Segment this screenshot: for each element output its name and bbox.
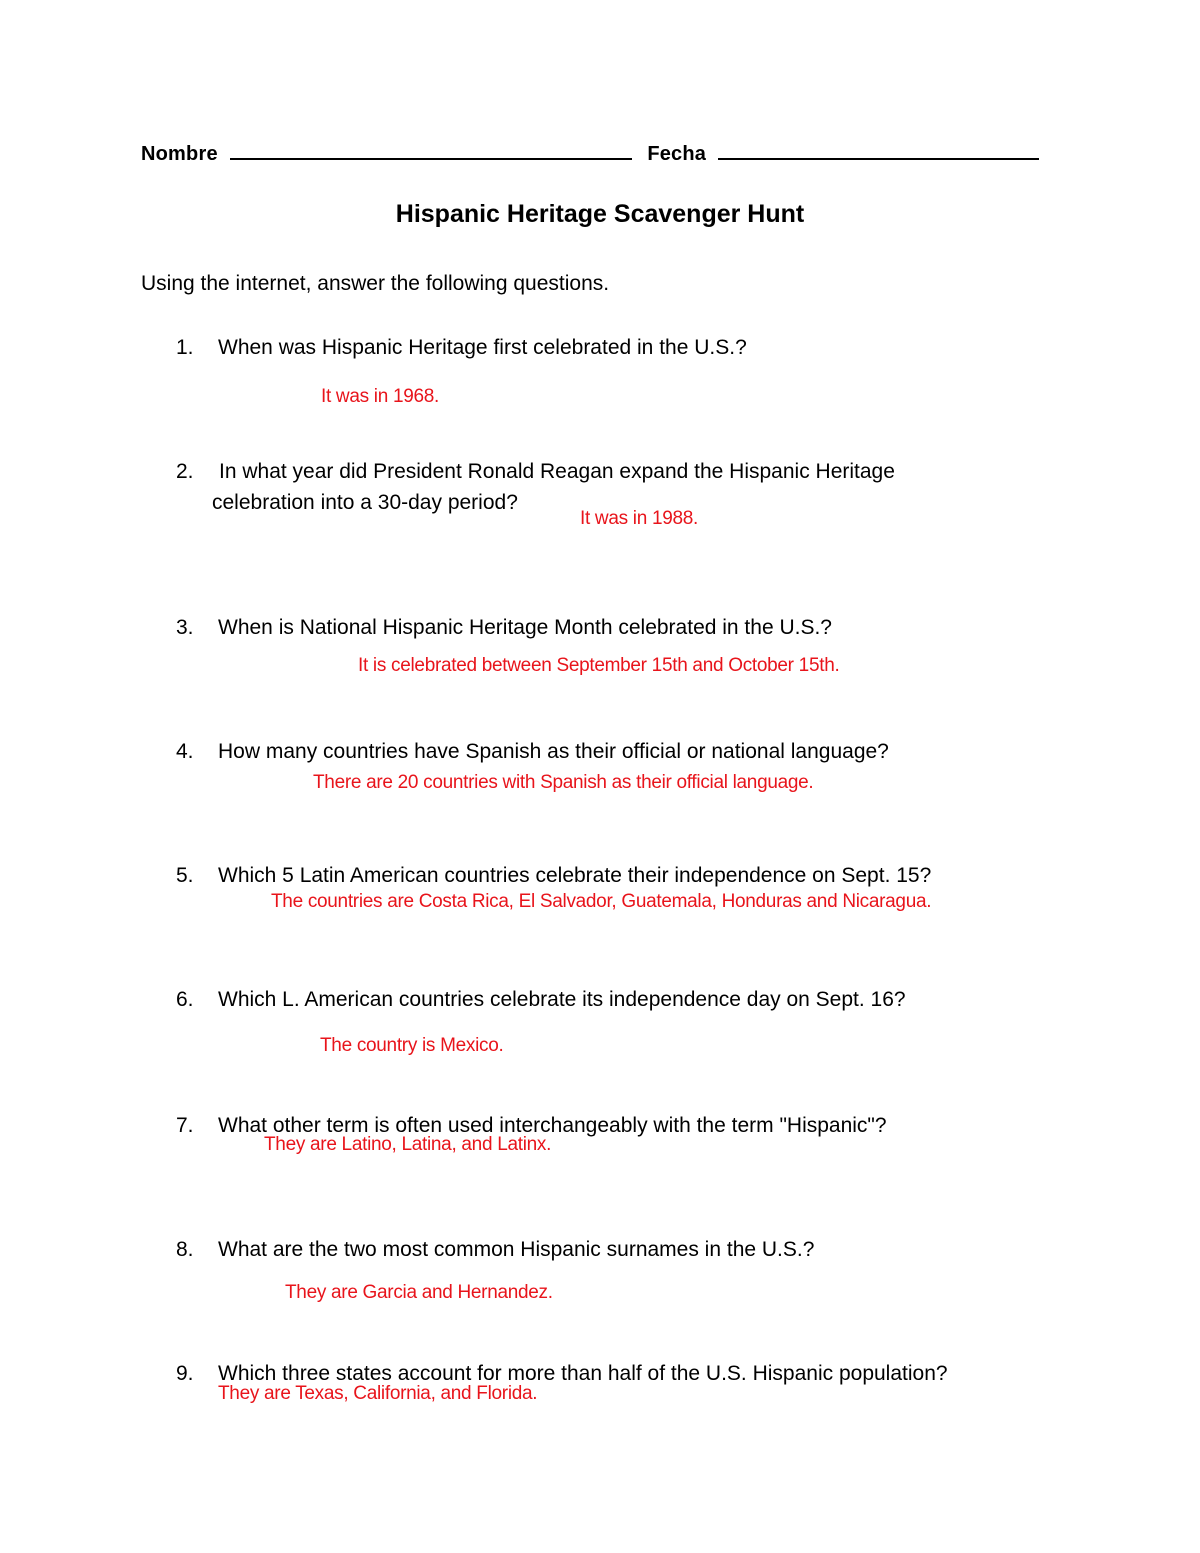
answer-1: It was in 1968.	[321, 386, 440, 407]
question-4-number: 4.	[176, 740, 194, 763]
answer-8: They are Garcia and Hernandez.	[285, 1282, 553, 1303]
date-label: Fecha	[647, 143, 707, 165]
question-2-number: 2.	[176, 460, 194, 483]
question-4-text: How many countries have Spanish as their official or national language?	[218, 740, 889, 763]
answer-6: The country is Mexico.	[320, 1035, 504, 1056]
name-label: Nombre	[141, 143, 218, 165]
question-8-text: What are the two most common Hispanic surnames in the U.S.?	[218, 1238, 815, 1261]
date-blank	[718, 140, 1039, 160]
answer-2: It was in 1988.	[580, 508, 699, 529]
answer-7: They are Latino, Latina, and Latinx.	[264, 1134, 552, 1155]
answer-5: The countries are Costa Rica, El Salvador, Guatemala, Honduras and Nicaragua.	[271, 891, 932, 912]
page-title: Hispanic Heritage Scavenger Hunt	[395, 200, 805, 228]
question-3-number: 3.	[176, 616, 194, 639]
header-line	[141, 140, 1039, 166]
name-blank	[230, 140, 632, 160]
answer-3: It is celebrated between September 15th and October 15th.	[358, 655, 840, 676]
question-5-number: 5.	[176, 864, 194, 887]
question-8-number: 8.	[176, 1238, 194, 1261]
question-5-text: Which 5 Latin American countries celebrate their independence on Sept. 15?	[218, 864, 932, 887]
question-6-number: 6.	[176, 988, 194, 1011]
question-2-text-line2: celebration into a 30-day period?	[212, 491, 518, 514]
question-1-text: When was Hispanic Heritage first celebrated in the U.S.?	[218, 336, 747, 359]
question-6-text: Which L. American countries celebrate its independence day on Sept. 16?	[218, 988, 906, 1011]
question-2-text-line1: In what year did President Ronald Reagan expand the Hispanic Heritage	[219, 460, 895, 483]
instructions: Using the internet, answer the following questions.	[141, 272, 610, 295]
question-7-number: 7.	[176, 1114, 194, 1137]
question-9-number: 9.	[176, 1362, 194, 1385]
question-7-text: What other term is often used interchangeably with the term "Hispanic"?	[218, 1114, 887, 1137]
question-1-number: 1.	[176, 336, 194, 359]
answer-9: They are Texas, California, and Florida.	[218, 1383, 538, 1404]
question-9-text: Which three states account for more than half of the U.S. Hispanic population?	[218, 1362, 948, 1385]
answer-4: There are 20 countries with Spanish as their official language.	[313, 772, 814, 793]
question-3-text: When is National Hispanic Heritage Month celebrated in the U.S.?	[218, 616, 832, 639]
